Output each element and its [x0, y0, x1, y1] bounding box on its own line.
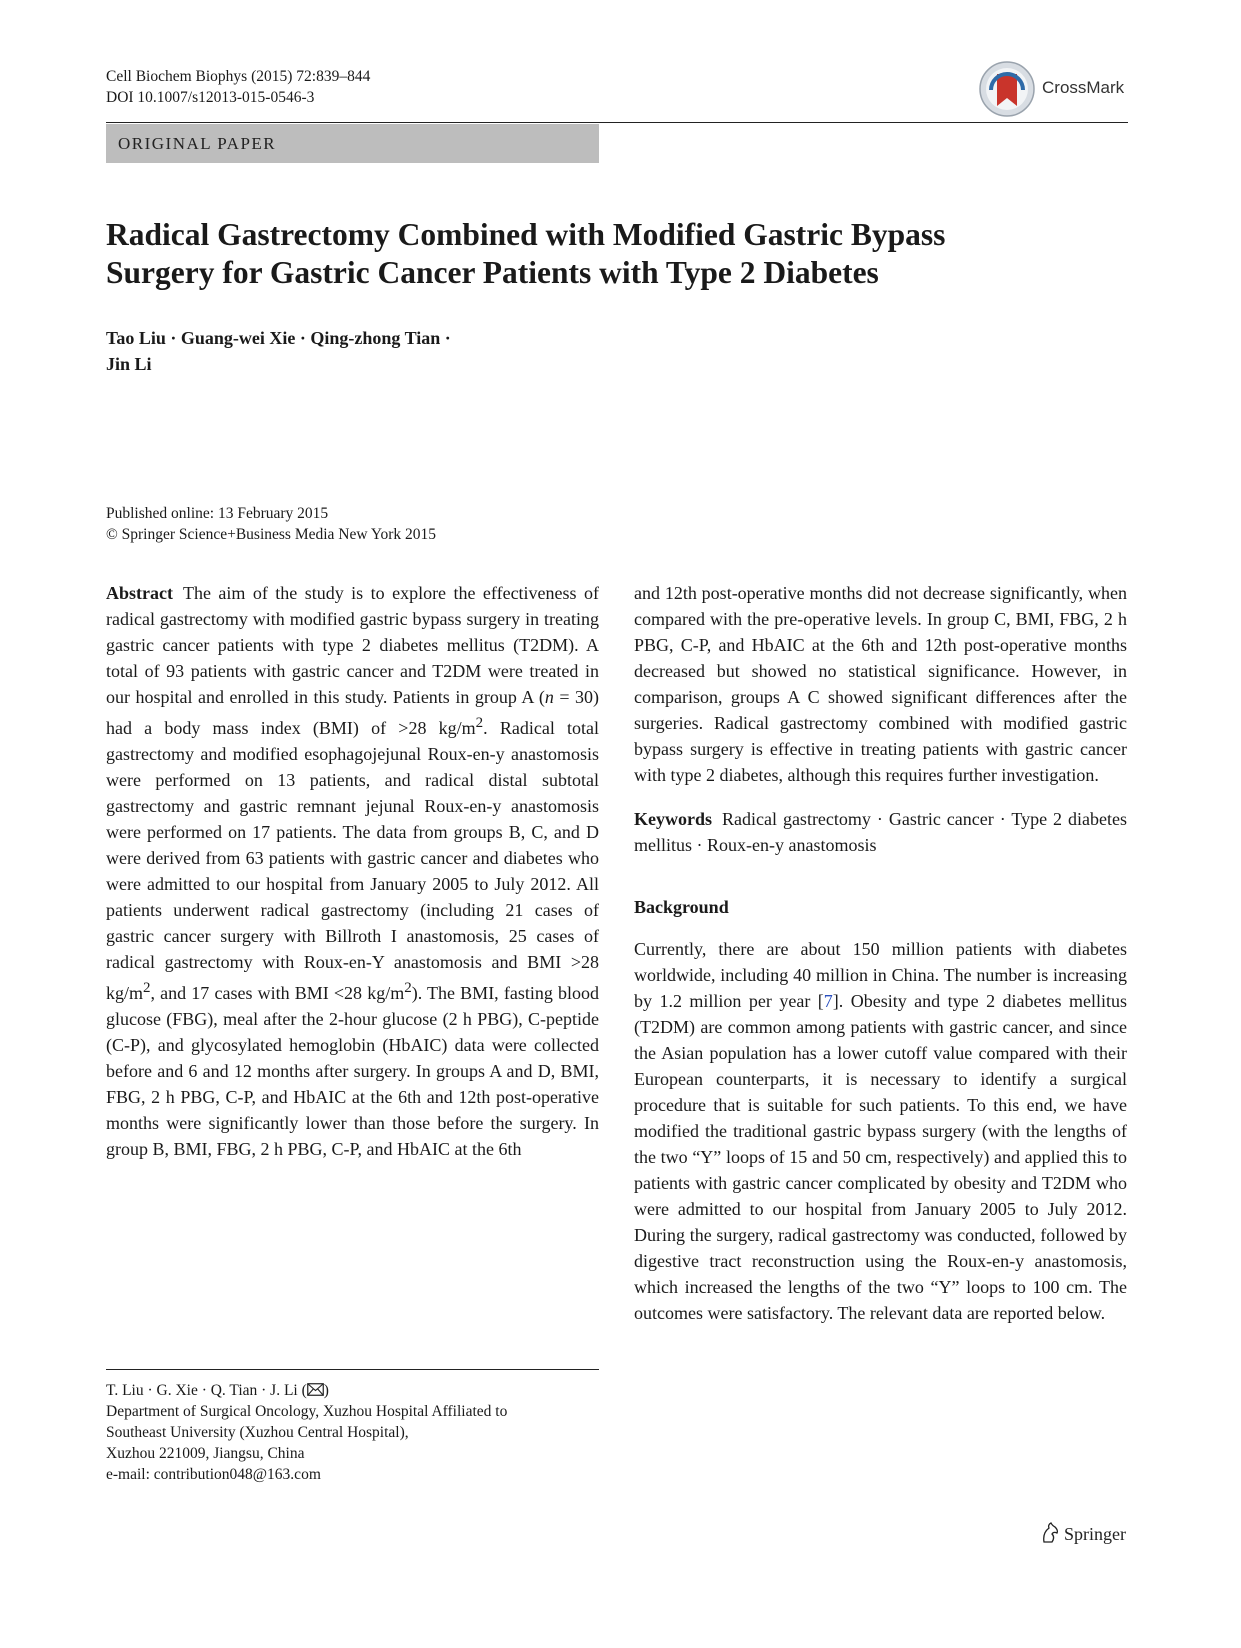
title-line-1: Radical Gastrectomy Combined with Modified Gastric Bypass: [106, 217, 946, 252]
doi-line: DOI 10.1007/s12013-015-0546-3: [106, 89, 315, 106]
footnote-department: Department of Surgical Oncology, Xuzhou Hospital Affiliated to: [106, 1403, 508, 1420]
authors-line-1: Tao Liu · Guang-wei Xie · Qing-zhong Tian ·: [106, 328, 451, 348]
springer-horse-icon: [1040, 1522, 1060, 1544]
abstract-continued: and 12th post-operative months did not decrease significantly, when compared with the pre-operative levels. In group C, BMI, FBG, 2 h PBG, C-P, and HbAIC at the 6th and 12th post-operative months decreased but showed no statistical significance. However, in comparison, groups A C showed significant differences after the surgeries. Radical gastrectomy combined with modified gastric bypass surgery is effective in treating patients with gastric cancer with type 2 diabetes, although this requires further investigation.: [634, 583, 1127, 785]
article-title: [106, 216, 1116, 292]
keywords-text: Radical gastrectomy · Gastric cancer · Type 2 diabetes mellitus · Roux-en-y anastomosis: [634, 809, 1127, 855]
journal-line: Cell Biochem Biophys (2015) 72:839–844: [106, 68, 371, 85]
background-paragraph: Currently, there are about 150 million patients with diabetes worldwide, including 40 million in China. The number is increasing by 1.2 million per year [7]. Obesity and type 2 diabetes mellitus (T2DM) are common among patients with gastric cancer, and since the Asian population has a lower cutoff value compared with their European counterparts, it is necessary to identify a surgical procedure that is suitable for such patients. To this end, we have modified the traditional gastric bypass surgery (with the lengths of the two “Y” loops of 15 and 50 cm, respectively) and applied this to patients with gastric cancer complicated by obesity and T2DM who were admitted to our hospital from January 2005 to July 2012. During the surgery, radical gastrectomy was conducted, followed by digestive tract reconstruction using the Roux-en-y anastomosis, which increased the lengths of the two “Y” loops to 100 cm. The outcomes were satisfactory. The relevant data are reported below.: [634, 939, 1127, 1323]
background-heading: Background: [634, 897, 729, 917]
author-list: [106, 325, 706, 377]
author-affiliation-footnote: [106, 1380, 599, 1485]
footnote-email[interactable]: e-mail: contribution048@163.com: [106, 1466, 321, 1483]
section-banner-label: ORIGINAL PAPER: [118, 134, 277, 153]
keywords-paragraph: [634, 806, 1127, 858]
journal-citation: [106, 66, 370, 108]
published-date: Published online: 13 February 2015: [106, 505, 329, 522]
springer-logo: [1040, 1522, 1126, 1545]
abstract-paragraph: Abstract The aim of the study is to explore the effectiveness of radical gastrectomy with modified gastric bypass surgery in treating gastric cancer patients with type 2 diabetes mellitus (T2DM). A total of 93 patients with gastric cancer and T2DM were treated in our hospital and enrolled in this study. Patients in group A (n = 30) had a body mass index (BMI) of >28 $kg/m^2$. Radical total gastrectomy and modified esophagojejunal Roux-en-y anastomosis were performed on 13 patients, and radical distal subtotal gastrectomy and gastric remnant jejunal Roux-en-y anastomosis were performed on 17 patients. The data from groups B, C, and D were derived from 63 patients with gastric cancer and diabetes who were admitted to our hospital from January 2005 to July 2012. All patients underwent radical gastrectomy (including 21 cases of gastric cancer surgery with Billroth I anastomosis, 25 cases of radical gastrectomy with Roux-en-Y anastomosis and BMI >28 $kg/m^2$, and 17 cases with BMI <28 $kg/m^2$). The BMI, fasting blood glucose (FBG), meal after the 2-hour glucose (2 h PBG), C-peptide (C-P), and glycosylated hemoglobin (HbAIC) data were collected before and 6 and 12 months after surgery. In groups A and D, BMI, FBG, 2 h PBG, C-P, and HbAIC at the 6th and 12th post-operative months were significantly lower than those before the surgery. In group B, BMI, FBG, 2 h PBG, C-P, and HbAIC at the 6th: [106, 583, 600, 1159]
footnote-city: Xuzhou 221009, Jiangsu, China: [106, 1445, 305, 1462]
publication-info: [106, 503, 436, 545]
footnote-university: Southeast University (Xuzhou Central Hospital),: [106, 1424, 409, 1441]
header-rule: [106, 122, 1128, 123]
crossmark-badge[interactable]: [978, 62, 1128, 118]
left-column: [106, 580, 599, 1162]
footnote-authors: T. Liu · G. Xie · Q. Tian · J. Li ( ): [106, 1382, 329, 1399]
title-line-2: Surgery for Gastric Cancer Patients with Type 2 Diabetes: [106, 255, 879, 290]
crossmark-icon: [978, 60, 1036, 118]
authors-line-2: Jin Li: [106, 354, 152, 374]
footnote-rule: [106, 1369, 599, 1370]
springer-label: Springer: [1064, 1524, 1126, 1544]
section-banner: [106, 124, 599, 163]
right-column: [634, 580, 1127, 1326]
envelope-icon: [307, 1383, 324, 1396]
abstract-label: Abstract: [106, 583, 173, 603]
crossmark-label: CrossMark: [1042, 78, 1125, 97]
copyright: © Springer Science+Business Media New York 2015: [106, 526, 437, 543]
keywords-label: Keywords: [634, 809, 712, 829]
reference-link[interactable]: 7: [823, 991, 833, 1011]
